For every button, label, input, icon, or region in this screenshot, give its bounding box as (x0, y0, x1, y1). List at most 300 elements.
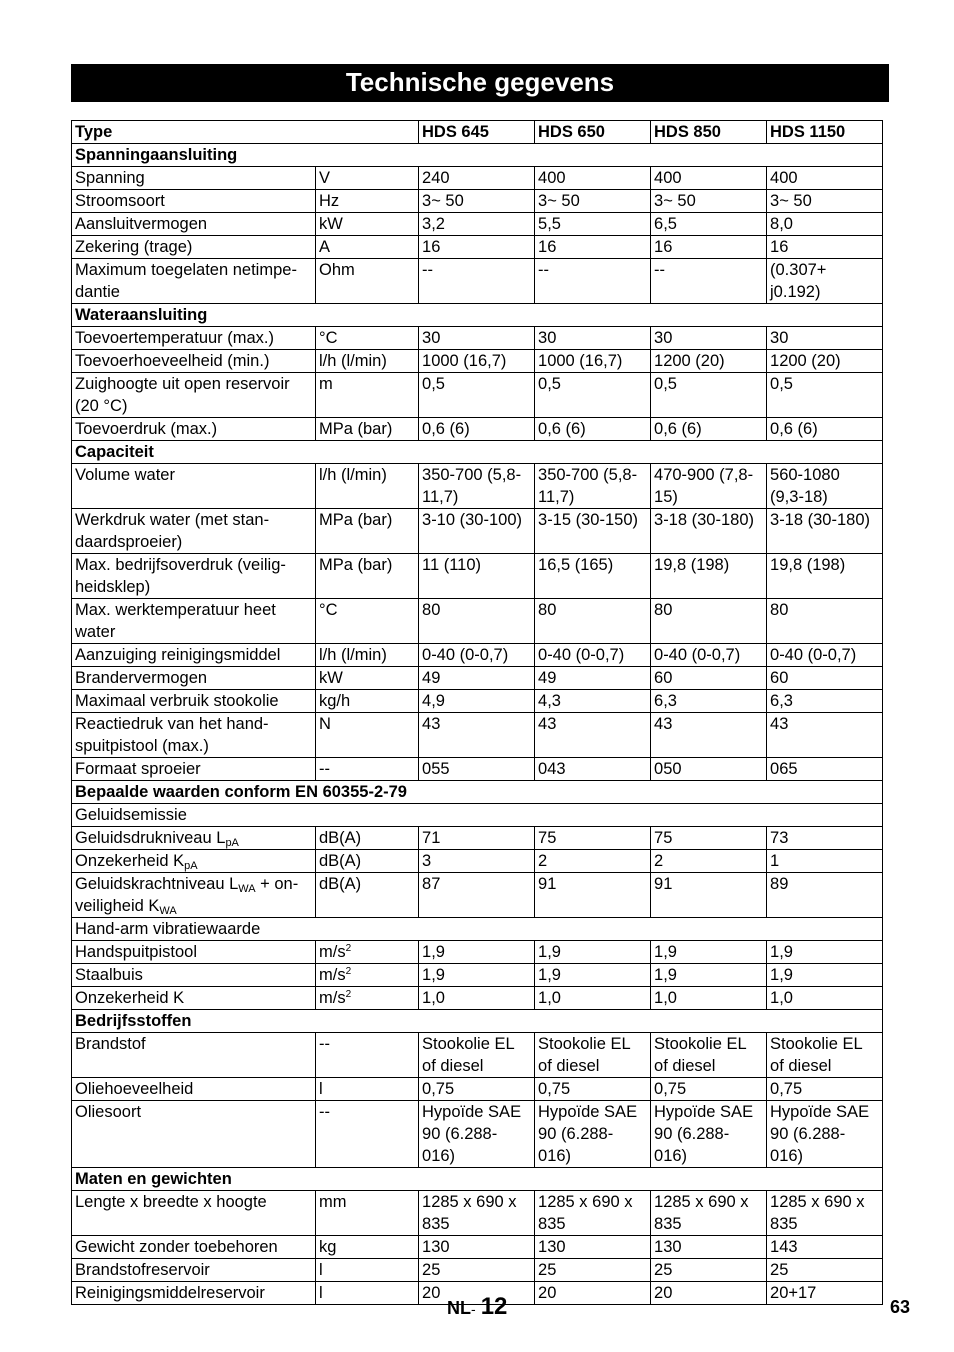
section-row (72, 1010, 883, 1033)
table-row (72, 418, 883, 441)
row-unit-superscript: 2 (345, 966, 352, 977)
value-cell: 60 (651, 667, 767, 690)
row-label (72, 259, 316, 304)
table-row (72, 1259, 883, 1282)
row-unit-text: m/s (319, 943, 346, 961)
value-cell: 1,0 (651, 987, 767, 1010)
section-heading: Bepaalde waarden conform EN 60355-2-79 (72, 781, 883, 804)
row-unit (316, 827, 419, 850)
row-label-text: Spanning (75, 169, 145, 187)
table-row (72, 827, 883, 850)
row-unit (316, 644, 419, 667)
table-row (72, 1078, 883, 1101)
value-cell: 0,5 (767, 373, 883, 418)
table-row (72, 941, 883, 964)
value-cell: Hypoïde SAE 90 (6.288- 016) (535, 1101, 651, 1168)
value-cell: 91 (535, 873, 651, 918)
row-label (72, 373, 316, 418)
row-label (72, 213, 316, 236)
row-unit (316, 1191, 419, 1236)
value-cell: 130 (535, 1236, 651, 1259)
value-cell: 80 (419, 599, 535, 644)
value-cell: 2 (651, 850, 767, 873)
value-cell: -- (535, 259, 651, 304)
value-cell: 43 (767, 713, 883, 758)
row-unit-text: dB(A) (319, 829, 362, 847)
row-label-text: Oliehoeveelheid (75, 1080, 194, 1098)
table-row (72, 1236, 883, 1259)
section-heading: Spanningaansluiting (72, 144, 883, 167)
row-label (72, 1282, 316, 1305)
table-row (72, 713, 883, 758)
value-cell: 2 (535, 850, 651, 873)
row-label-subscript: WA (238, 883, 256, 895)
value-cell: 0,6 (6) (767, 418, 883, 441)
value-cell: 16 (767, 236, 883, 259)
value-cell: 3-15 (30-150) (535, 509, 651, 554)
value-cell: 3~ 50 (535, 190, 651, 213)
section-row (72, 304, 883, 327)
row-unit (316, 373, 419, 418)
value-cell: 240 (419, 167, 535, 190)
value-cell: 043 (535, 758, 651, 781)
value-cell: 1285 x 690 x 835 (651, 1191, 767, 1236)
row-label (72, 350, 316, 373)
row-label-text: Aansluitvermogen (75, 215, 208, 233)
value-cell: 3,2 (419, 213, 535, 236)
row-label (72, 850, 316, 873)
subsection-heading: Hand-arm vibratiewaarde (72, 918, 883, 941)
table-row (72, 373, 883, 418)
section-heading: Bedrijfsstoffen (72, 1010, 883, 1033)
value-cell: 0,5 (535, 373, 651, 418)
value-cell: 8,0 (767, 213, 883, 236)
value-cell: 1,9 (651, 941, 767, 964)
value-cell: 400 (767, 167, 883, 190)
value-cell: 400 (535, 167, 651, 190)
value-cell: 0,5 (419, 373, 535, 418)
row-label (72, 1191, 316, 1236)
value-cell: 0-40 (0-0,7) (535, 644, 651, 667)
value-cell: 43 (651, 713, 767, 758)
row-label-subscript: WA (159, 905, 177, 917)
row-unit-text: l (319, 1261, 323, 1279)
row-unit-text: Hz (319, 192, 340, 210)
value-cell: Hypoïde SAE 90 (6.288- 016) (767, 1101, 883, 1168)
value-cell: 1285 x 690 x 835 (535, 1191, 651, 1236)
spec-table-body (72, 121, 883, 1305)
table-row (72, 987, 883, 1010)
table-row (72, 213, 883, 236)
value-cell: 065 (767, 758, 883, 781)
value-cell: 30 (535, 327, 651, 350)
value-cell: -- (651, 259, 767, 304)
value-cell: Stookolie EL of diesel (535, 1033, 651, 1078)
row-unit (316, 941, 419, 964)
value-cell: 1,9 (535, 964, 651, 987)
row-label (72, 987, 316, 1010)
row-unit-text: l (319, 1080, 323, 1098)
row-label-text: Lengte x breedte x hoogte (75, 1193, 267, 1211)
row-label (72, 713, 316, 758)
row-label-text: Zuighoogte uit open reservoir (20 °C) (75, 375, 290, 415)
row-unit-text: dB(A) (319, 875, 362, 893)
row-unit-text: -- (319, 1035, 330, 1053)
value-cell: 6,3 (767, 690, 883, 713)
row-unit (316, 464, 419, 509)
row-unit-text: l (319, 1284, 323, 1302)
value-cell: 49 (535, 667, 651, 690)
row-label (72, 827, 316, 850)
value-cell: 5,5 (535, 213, 651, 236)
value-cell: 25 (651, 1259, 767, 1282)
row-unit (316, 873, 419, 918)
footer-lang-code: NL (447, 1298, 471, 1318)
value-cell: 43 (535, 713, 651, 758)
row-unit-text: kg/h (319, 692, 351, 710)
value-cell: 130 (651, 1236, 767, 1259)
row-label-text: Brandstof (75, 1035, 146, 1053)
row-unit (316, 213, 419, 236)
section-row (72, 1168, 883, 1191)
row-label-text: Maximaal verbruik stookolie (75, 692, 279, 710)
value-cell: 3-10 (30-100) (419, 509, 535, 554)
value-cell: 1 (767, 850, 883, 873)
row-unit-text: m (319, 375, 333, 393)
row-label (72, 873, 316, 918)
value-cell: 1000 (16,7) (535, 350, 651, 373)
value-cell: 1000 (16,7) (419, 350, 535, 373)
value-cell: 1285 x 690 x 835 (767, 1191, 883, 1236)
value-cell: 350-700 (5,8- 11,7) (419, 464, 535, 509)
row-label-text: Geluidskrachtniveau L (75, 875, 239, 893)
header-model: HDS 645 (419, 121, 535, 144)
footer-separator: - (471, 1301, 476, 1317)
row-label-text: Onzekerheid K (75, 852, 185, 870)
value-cell: 11 (110) (419, 554, 535, 599)
table-row (72, 1033, 883, 1078)
value-cell: 80 (535, 599, 651, 644)
row-label-text: Volume water (75, 466, 175, 484)
table-row (72, 1191, 883, 1236)
value-cell: 19,8 (198) (767, 554, 883, 599)
value-cell: 3~ 50 (419, 190, 535, 213)
row-unit (316, 418, 419, 441)
table-row (72, 327, 883, 350)
table-row (72, 464, 883, 509)
row-unit-text: -- (319, 760, 330, 778)
row-unit-text: V (319, 169, 331, 187)
value-cell: 0,75 (767, 1078, 883, 1101)
row-label-text: Onzekerheid K (75, 989, 185, 1007)
value-cell: Stookolie EL of diesel (419, 1033, 535, 1078)
row-label-text: Zekering (trage) (75, 238, 193, 256)
value-cell: 0-40 (0-0,7) (767, 644, 883, 667)
row-unit-superscript: 2 (345, 943, 352, 954)
row-label-text: Brandstofreservoir (75, 1261, 210, 1279)
row-unit-text: °C (319, 601, 338, 619)
value-cell: 0,6 (6) (419, 418, 535, 441)
value-cell: 3-18 (30-180) (651, 509, 767, 554)
value-cell: 0,75 (651, 1078, 767, 1101)
value-cell: 87 (419, 873, 535, 918)
row-unit (316, 667, 419, 690)
row-unit (316, 1282, 419, 1305)
value-cell: 75 (535, 827, 651, 850)
row-unit-text: MPa (bar) (319, 420, 393, 438)
table-row (72, 667, 883, 690)
value-cell: 0-40 (0-0,7) (651, 644, 767, 667)
row-unit-text: MPa (bar) (319, 556, 393, 574)
row-unit (316, 327, 419, 350)
row-label-text: Toevoerdruk (max.) (75, 420, 218, 438)
row-label-text: Reinigingsmiddelreservoir (75, 1284, 265, 1302)
section-heading: Capaciteit (72, 441, 883, 464)
section-heading: Maten en gewichten (72, 1168, 883, 1191)
value-cell: 89 (767, 873, 883, 918)
row-label-continued: + on- veiligheid K (75, 875, 299, 915)
value-cell: 130 (419, 1236, 535, 1259)
row-label-text: Max. bedrijfsoverdruk (veilig- heidsklep) (75, 556, 286, 596)
value-cell: 25 (535, 1259, 651, 1282)
row-unit-text: MPa (bar) (319, 511, 393, 529)
header-model: HDS 650 (535, 121, 651, 144)
value-cell: 4,9 (419, 690, 535, 713)
row-unit-text: l/h (l/min) (319, 466, 387, 484)
value-cell: 4,3 (535, 690, 651, 713)
value-cell: -- (419, 259, 535, 304)
table-row (72, 599, 883, 644)
value-cell: 400 (651, 167, 767, 190)
value-cell: 25 (419, 1259, 535, 1282)
value-cell: 1,0 (535, 987, 651, 1010)
row-label-text: Geluidsdrukniveau L (75, 829, 226, 847)
subsection-heading: Geluidsemissie (72, 804, 883, 827)
row-unit-text: kW (319, 215, 343, 233)
row-label-text: Gewicht zonder toebehoren (75, 1238, 278, 1256)
row-label (72, 964, 316, 987)
value-cell: 80 (767, 599, 883, 644)
row-unit (316, 1033, 419, 1078)
header-type: Type (72, 121, 419, 144)
value-cell: 20+17 (767, 1282, 883, 1305)
value-cell: 560-1080 (9,3-18) (767, 464, 883, 509)
value-cell: 60 (767, 667, 883, 690)
value-cell: 20 (419, 1282, 535, 1305)
value-cell: 1,9 (767, 941, 883, 964)
table-row (72, 964, 883, 987)
table-row (72, 190, 883, 213)
value-cell: 25 (767, 1259, 883, 1282)
row-label (72, 1236, 316, 1259)
value-cell: 1,9 (419, 964, 535, 987)
row-label (72, 554, 316, 599)
value-cell: 43 (419, 713, 535, 758)
row-unit (316, 758, 419, 781)
value-cell: 30 (651, 327, 767, 350)
value-cell: Stookolie EL of diesel (651, 1033, 767, 1078)
row-unit-text: dB(A) (319, 852, 362, 870)
value-cell: 20 (535, 1282, 651, 1305)
value-cell: 1200 (20) (651, 350, 767, 373)
row-label (72, 236, 316, 259)
value-cell: 1,9 (419, 941, 535, 964)
section-row (72, 441, 883, 464)
value-cell: 16 (535, 236, 651, 259)
table-header-row (72, 121, 883, 144)
row-label-text: Staalbuis (75, 966, 143, 984)
value-cell: 6,3 (651, 690, 767, 713)
row-label (72, 190, 316, 213)
row-label (72, 418, 316, 441)
row-label-text: Handspuitpistool (75, 943, 197, 961)
row-unit-text: N (319, 715, 331, 733)
value-cell: 0-40 (0-0,7) (419, 644, 535, 667)
value-cell: 1,0 (767, 987, 883, 1010)
row-label (72, 464, 316, 509)
section-row (72, 781, 883, 804)
subsection-row (72, 804, 883, 827)
row-unit-text: l/h (l/min) (319, 352, 387, 370)
value-cell: 050 (651, 758, 767, 781)
row-unit (316, 690, 419, 713)
table-row (72, 644, 883, 667)
table-row (72, 873, 883, 918)
value-cell: 3~ 50 (651, 190, 767, 213)
table-row (72, 167, 883, 190)
value-cell: 73 (767, 827, 883, 850)
section-heading: Wateraansluiting (72, 304, 883, 327)
value-cell: 1,0 (419, 987, 535, 1010)
row-unit-text: m/s (319, 989, 346, 1007)
row-unit-text: Ohm (319, 261, 355, 279)
row-unit (316, 1101, 419, 1168)
row-label (72, 509, 316, 554)
header-model: HDS 1150 (767, 121, 883, 144)
value-cell: 91 (651, 873, 767, 918)
footer-section-number: 12 (480, 1293, 508, 1320)
row-unit (316, 554, 419, 599)
value-cell: 3 (419, 850, 535, 873)
row-unit-text: kW (319, 669, 343, 687)
value-cell: Stookolie EL of diesel (767, 1033, 883, 1078)
value-cell: 16 (419, 236, 535, 259)
value-cell: 3-18 (30-180) (767, 509, 883, 554)
row-unit (316, 167, 419, 190)
page-title: Technische gegevens (71, 64, 889, 102)
row-label-text: Reactiedruk van het hand- spuitpistool (max.) (75, 715, 269, 755)
value-cell: 71 (419, 827, 535, 850)
row-unit-text: -- (319, 1103, 330, 1121)
row-unit (316, 713, 419, 758)
value-cell: Hypoïde SAE 90 (6.288- 016) (419, 1101, 535, 1168)
page-number: 63 (890, 1297, 911, 1317)
row-unit (316, 350, 419, 373)
value-cell: 6,5 (651, 213, 767, 236)
row-unit (316, 190, 419, 213)
value-cell: 0,75 (419, 1078, 535, 1101)
row-label-text: Stroomsoort (75, 192, 165, 210)
spec-table (71, 120, 883, 1305)
table-row (72, 1101, 883, 1168)
value-cell: 0,5 (651, 373, 767, 418)
row-label (72, 667, 316, 690)
row-unit (316, 509, 419, 554)
value-cell: 1200 (20) (767, 350, 883, 373)
value-cell: 30 (767, 327, 883, 350)
table-row (72, 236, 883, 259)
value-cell: (0.307+ j0.192) (767, 259, 883, 304)
footer-section-page (447, 1293, 507, 1321)
table-row (72, 259, 883, 304)
row-unit (316, 599, 419, 644)
row-label (72, 167, 316, 190)
row-unit-text: kg (319, 1238, 337, 1256)
row-unit (316, 850, 419, 873)
row-unit (316, 259, 419, 304)
row-label-subscript: pA (225, 837, 239, 849)
row-unit (316, 236, 419, 259)
value-cell: 350-700 (5,8- 11,7) (535, 464, 651, 509)
row-label (72, 327, 316, 350)
row-label (72, 1101, 316, 1168)
value-cell: Hypoïde SAE 90 (6.288- 016) (651, 1101, 767, 1168)
row-label (72, 644, 316, 667)
row-label (72, 690, 316, 713)
row-unit-text: A (319, 238, 331, 256)
row-unit-superscript: 2 (345, 989, 352, 1000)
table-row (72, 758, 883, 781)
value-cell: 20 (651, 1282, 767, 1305)
value-cell: 0,75 (535, 1078, 651, 1101)
row-unit-text: l/h (l/min) (319, 646, 387, 664)
table-row (72, 509, 883, 554)
value-cell: 055 (419, 758, 535, 781)
row-label-text: Toevoerhoeveelheid (min.) (75, 352, 270, 370)
value-cell: 1,9 (535, 941, 651, 964)
value-cell: 16,5 (165) (535, 554, 651, 599)
table-row (72, 850, 883, 873)
value-cell: 49 (419, 667, 535, 690)
value-cell: 16 (651, 236, 767, 259)
row-label-text: Max. werktemperatuur heet water (75, 601, 276, 641)
row-label (72, 599, 316, 644)
row-label (72, 941, 316, 964)
header-model: HDS 850 (651, 121, 767, 144)
value-cell: 1285 x 690 x 835 (419, 1191, 535, 1236)
value-cell: 75 (651, 827, 767, 850)
row-label (72, 1033, 316, 1078)
table-row (72, 690, 883, 713)
subsection-row (72, 918, 883, 941)
value-cell: 0,6 (6) (651, 418, 767, 441)
row-label-subscript: pA (184, 860, 198, 872)
value-cell: 143 (767, 1236, 883, 1259)
row-label (72, 1259, 316, 1282)
row-label (72, 758, 316, 781)
value-cell: 3~ 50 (767, 190, 883, 213)
row-unit-text: °C (319, 329, 338, 347)
row-unit-text: m/s (319, 966, 346, 984)
value-cell: 80 (651, 599, 767, 644)
section-row (72, 144, 883, 167)
row-label-text: Brandervermogen (75, 669, 208, 687)
value-cell: 470-900 (7,8- 15) (651, 464, 767, 509)
row-unit (316, 1236, 419, 1259)
row-unit (316, 987, 419, 1010)
table-row (72, 554, 883, 599)
value-cell: 19,8 (198) (651, 554, 767, 599)
